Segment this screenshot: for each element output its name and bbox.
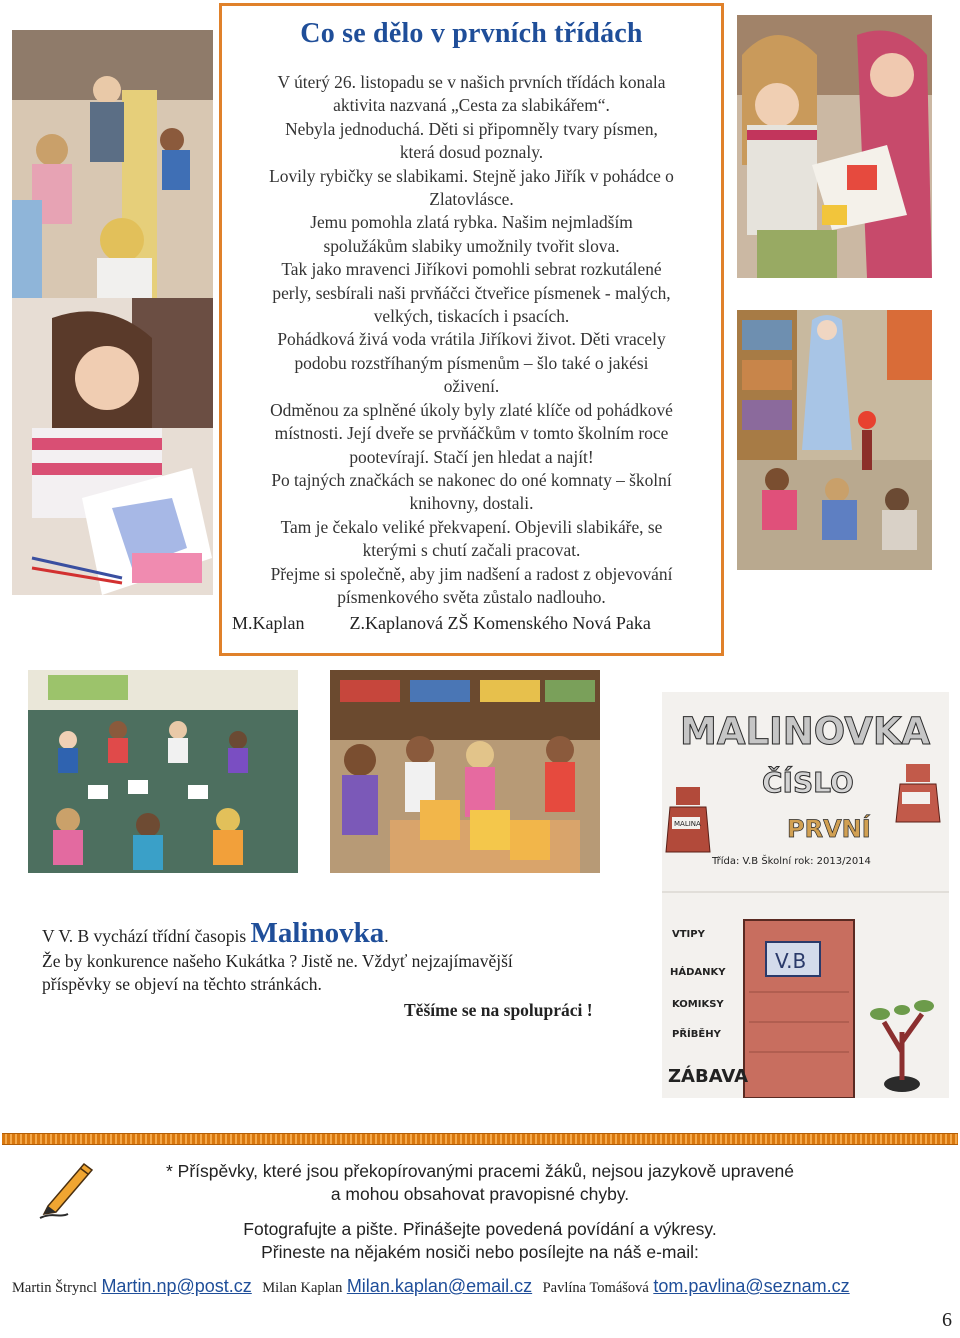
malinovka-name: Malinovka [250, 917, 385, 949]
article-line: knihovny, dostali. [409, 493, 534, 514]
article-line: V úterý 26. listopadu se v našich prvních třídách konala [277, 72, 666, 92]
footer-contacts [12, 1276, 952, 1297]
malinovka-cover-drawing [662, 692, 949, 1098]
photo-classroom-floor [28, 670, 298, 873]
article-line: pootevírají. Stačí jen hledat a najít! [349, 446, 594, 467]
contact-email-link[interactable]: Milan.kaplan@email.cz [346, 1276, 533, 1296]
footer-invite-line1: Fotografujte a pište. Přinášejte povedená povídání a výkresy. [243, 1219, 717, 1239]
door-label: V.B [775, 949, 807, 973]
pen-icon [38, 1160, 96, 1220]
cover-menu-item: PŘÍBĚHY [672, 1029, 721, 1040]
contact-email-link[interactable]: tom.pavlina@seznam.cz [653, 1276, 850, 1296]
cover-menu-item: ZÁBAVA [668, 1066, 749, 1087]
cover-menu-item: KOMIKSY [672, 999, 724, 1010]
article-line: Po tajných značkách se nakonec do oné komnaty – školní [271, 469, 672, 490]
photo-children-books [330, 670, 600, 873]
article-line: Zlatovlásce. [429, 189, 514, 210]
signature-author1: M.Kaplan [232, 613, 305, 634]
malinovka-intro: V V. B vychází třídní časopis [42, 926, 247, 946]
contact-name: Pavlína Tomášová [542, 1280, 649, 1296]
article-line: písmenkového světa zůstalo nadlouho. [337, 586, 606, 607]
article-line: oživení. [443, 376, 500, 397]
article-line: která dosud poznaly. [399, 142, 544, 163]
article-body [222, 71, 721, 609]
footer-note-line1: * Příspěvky, které jsou překopírovanými pracemi žáků, nejsou jazykově upravené [165, 1161, 795, 1181]
contact-name: Milan Kaplan [262, 1280, 343, 1296]
footer-divider [2, 1133, 958, 1145]
photo-girl-with-teacher [737, 15, 932, 278]
cover-menu-item: HÁDANKY [670, 967, 726, 978]
page-number: 6 [942, 1309, 952, 1331]
malinovka-announcement [42, 917, 642, 1021]
article-box [219, 3, 724, 656]
cover-menu-item: VTIPY [672, 929, 705, 940]
photo-children-floor-row [12, 30, 213, 298]
bottle-label: MALINA [674, 820, 701, 828]
article-line: místnosti. Její dveře se prvňáčkům v tomto školním roce [274, 423, 669, 444]
cover-subtitle1: ČÍSLO [762, 766, 854, 799]
contact-email-link[interactable]: Martin.np@post.cz [101, 1276, 252, 1296]
article-title: Co se dělo v prvních třídách [300, 18, 643, 49]
article-line: Pohádková živá voda vrátila Jiříkovi život. Děti vracely [277, 329, 666, 350]
article-line: spolužákům slabiky umožnily tvořit slova. [323, 235, 620, 256]
door-icon [744, 920, 854, 1098]
footer-invite-line2: Přineste na nějakém nosiči nebo posílejte na náš e-mail: [261, 1242, 699, 1262]
article-line: velkých, tiskacích i psacích. [373, 306, 570, 327]
malinovka-line3: příspěvky se objeví na těchto stránkách. [42, 974, 322, 994]
cover-class-line: Třída: V.B Školní rok: 2013/2014 [712, 856, 871, 867]
photo-girl-drawing [12, 298, 213, 595]
article-line: aktivita nazvaná „Cesta za slabikářem“. [333, 95, 610, 116]
article-line: Odměnou za splněné úkoly byly zlaté klíče od pohádkové [270, 399, 673, 420]
cover-subtitle2: PRVNÍ [787, 815, 871, 843]
photo-library-puppets [737, 310, 932, 570]
article-line: podobu rozstříhaným písmenům – šlo také o jakési [294, 352, 649, 373]
article-line: kterými s chutí začali pracovat. [362, 540, 581, 561]
malinovka-dot: . [384, 926, 389, 946]
article-line: Nebyla jednoduchá. Děti si připomněly tvary písmen, [285, 118, 658, 139]
article-line: perly, sesbírali naši prvňáčci čtveřice písmenek - malých, [272, 282, 671, 303]
article-signature [222, 613, 721, 634]
malinovka-closing: Těšíme se na spolupráci ! [404, 1000, 593, 1020]
article-line: Tak jako mravenci Jiříkovi pomohli sebrat rozkutálené [281, 259, 662, 280]
article-line: Lovily rybičky se slabikami. Stejně jako Jiřík v pohádce o [269, 165, 674, 186]
signature-author2: Z.Kaplanová ZŠ Komenského Nová Paka [349, 613, 651, 634]
cover-title: MALINOVKA [680, 710, 931, 753]
footer-note-line2: a mohou obsahovat pravopisné chyby. [330, 1184, 630, 1204]
article-line: Přejme si společně, aby jim nadšení a radost z objevování [270, 563, 673, 584]
article-line: Tam je čekalo veliké překvapení. Objevili slabikáře, se [280, 516, 663, 537]
contact-name: Martin Štryncl [12, 1280, 97, 1296]
malinovka-line2: Že by konkurence našeho Kukátka ? Jistě ne. Vždyť nejzajímavější [42, 951, 513, 971]
article-line: Jemu pomohla zlatá rybka. Našim nejmladším [310, 212, 633, 233]
footer-note [120, 1160, 840, 1264]
